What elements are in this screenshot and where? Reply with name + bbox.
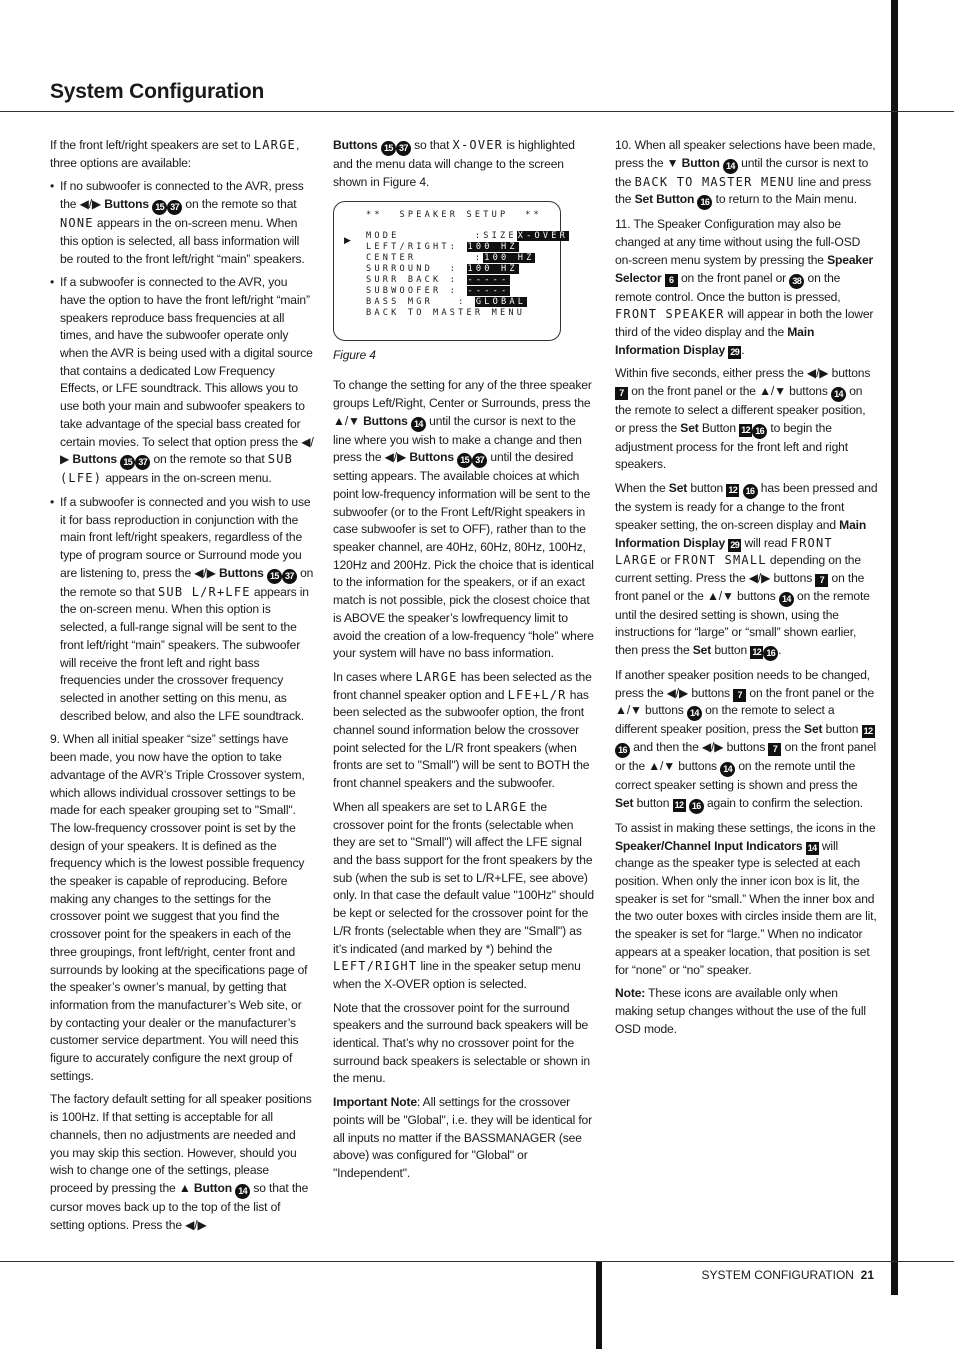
paragraph: Note: These icons are available only when making setup changes without the use of the full OSD mode. <box>615 986 866 1036</box>
bullet-item: • If a subwoofer is connected and you wish to use it for bass reproduction in conjunction with the main front left/right speakers, regardless of the type of program source or Surround mode you are listening to, press the ◀/▶ Buttons 15 37 on the remote so that SUB L/R+LFE appears in the on-screen menu. When this option is selected, a full-range signal will be sent to the front left/right “main” speakers. The subwoofer will receive the front left and right bass frequencies under the crossover frequency selected in another setting on this menu, as described below, and also the LFE soundtrack. <box>50 494 314 723</box>
column-1 <box>50 137 314 1240</box>
column-3 <box>615 137 879 1044</box>
osd-row-mode: MODE :SIZEX-OVER <box>366 231 568 242</box>
paragraph: If the front left/right speakers are set to LARGE, three options are available: <box>50 138 300 170</box>
figure-caption: Figure 4 <box>333 348 376 363</box>
osd-row-subwoofer: SUBWOOFER : ----- <box>366 286 510 297</box>
paragraph: 11. The Speaker Configuration may also be changed at any time without using the full-OSD on-screen menu system by pressing the Speaker Selector 6 on the front panel or 38 on the remote control. Once the button is pressed, FRONT SPEAKER will appear in both the lower third of the video display and the Main Information Display 29 . <box>615 217 874 357</box>
paragraph: When all speakers are set to LARGE the crossover point for the fronts (selectable when they are set to "Small") will affect the LFE signal and the bass support for the front speakers by the sub (when the sub is set to L/R+LFE, see above) only. In that case the default value "100Hz" should be kept or selected for the crossover point for the L/R fronts (selectable when they are "Small") as it’s indicated (and marked by *) behind the LEFT/RIGHT line in the speaker setup menu when the X-OVER option is selected. <box>333 799 594 991</box>
bottom-margin-bar <box>596 1261 602 1349</box>
footer-rule <box>0 1261 954 1262</box>
osd-row-surr-back: SURR BACK : ----- <box>366 275 510 286</box>
osd-speaker-setup-figure <box>333 201 568 341</box>
paragraph: To assist in making these settings, the icons in the Speaker/Channel Input Indicators 14 will change as the speaker type is selected at each position. When only the inner icon box is lit, the speaker is set for “small.” When the inner box and the two outer boxes with circles inside them are lit, the speaker is set for “large.” When no indicator appears at a speaker location, that position is set for “none” or “no” speaker. <box>615 820 877 977</box>
page-title: System Configuration <box>50 80 265 103</box>
paragraph: If another speaker position needs to be changed, press the ◀/▶ buttons 7 on the front panel or the ▲/▼ buttons 14 on the remote to select a different speaker position, press the Set button 12 16 and then the ◀/▶ buttons 7 on the front panel or the ▲/▼ buttons 14 on the remote until the correct speaker setting is shown and press the Set button 12 16 again to confirm the selection. <box>615 667 879 814</box>
osd-row-center: CENTER :100 HZ <box>366 253 535 264</box>
paragraph: Important Note: All settings for the crossover points will be "Global", i.e. they will be identical for all inputs no matter if the BASSMANAGER (see above) was configured for "Global" or "Independent". <box>333 1095 592 1180</box>
paragraph: The factory default setting for all speaker positions is 100Hz. If that setting is acceptable for all channels, then no adjustments are needed and you may skip this section. However, should you wish to change one of the settings, please proceed by pressing the ▲ Button 14 so that the cursor moves back up to the top of the list of setting options. Press the ◀/▶ <box>50 1092 312 1232</box>
paragraph: Within five seconds, either press the ◀/▶ buttons 7 on the front panel or the ▲/▼ buttons 14 on the remote to select a different speaker position, or press the Set Button 12 16 to begin the adjustment process for the front left and right speakers. <box>615 366 871 472</box>
osd-row-surround: SURROUND : 100 HZ <box>366 264 518 275</box>
paragraph: 10. When all speaker selections have been made, press the ▼ Button 14 until the cursor is next to the BACK TO MASTER MENU line and press the Set Button 16 to return to the Main menu. <box>615 137 879 210</box>
paragraph: To change the setting for any of the three speaker groups Left/Right, Center or Surrounds, press the ▲/▼ Buttons 14 until the cursor is next to the line where you wish to make a change and then press the ◀/▶ Buttons 15 37 until the desired setting appears. The available choices at which point low-frequency information will be sent to the subwoofer (or to the Front Left/Right speakers in case subwoofer is set to OFF), rather than to the speaker channel, are 40Hz, 60Hz, 80Hz, 100Hz, 120Hz and 200Hz. Pick the choice that is identical to the information for the speakers, or if an exact match is not possible, pick the closest choice that is ABOVE the speaker’s lowfrequency limit to avoid the creation of a low-frequency “hole” where your system will have no bass information. <box>333 378 594 661</box>
osd-row-left-right: LEFT/RIGHT: 100 HZ <box>366 242 518 253</box>
cursor-arrow-icon: ▶ <box>344 235 351 246</box>
right-margin-bar <box>891 0 898 1295</box>
header-rule <box>0 111 954 112</box>
osd-back-to-master: BACK TO MASTER MENU <box>366 308 526 319</box>
column-2 <box>333 137 595 1189</box>
bullet-item: • If no subwoofer is connected to the AVR, press the ◀/▶ Buttons 15 37 on the remote so that NONE appears in the on-screen menu. When this option is selected, all bass information will be routed to the front left/right “main” speakers. <box>50 179 305 266</box>
page-footer: SYSTEM CONFIGURATION 21 <box>701 1268 874 1282</box>
osd-title: ** SPEAKER SETUP ** <box>366 210 542 221</box>
paragraph: 9. When all initial speaker “size” settings have been made, you now have the option to take advantage of the AVR’s Triple Crossover system, which allows individual crossover settings to be made for each speaker grouping set to "Small". The low-frequency crossover point is set by the design of your speakers. It is defined as the frequency which is the lowest possible frequency the speaker is capable of reproducing. Before making any changes to the settings for the crossover point we suggest that you find the crossover point for the speakers in each of the three groupings, front left/right, center front and surrounds by looking at the specifications page of the speaker’s owner’s manual, by getting that information from the manufacturer’s Web site, or by contacting your dealer or the manufacturer’s customer service department. You will need this figure to accurately configure the next group of settings. <box>50 732 308 1083</box>
paragraph: Note that the crossover point for the surround speakers and the surround back speakers will be identical. That’s why no crossover point for the surround back speakers is selectable or shown in the menu. <box>333 1000 590 1086</box>
bullet-item: • If a subwoofer is connected to the AVR, you have the option to have the front left/right “main” speakers reproduce bass frequencies at all times, and have the subwoofer operate only when the AVR is being used with a digital source that contains a dedicated Low Frequency Effects, or LFE soundtrack. This allows you to use both your main and subwoofer speakers to take advantage of the special bass created for certain movies. To select that option press the ◀/▶ Buttons 15 37 on the remote so that SUB (LFE) appears in the on-screen menu. <box>50 275 314 486</box>
paragraph: When the Set button 12 16 has been pressed and the system is ready for a change to the front speaker setting, the on-screen display and Main Information Display 29 will read FRONT LARGE or FRONT SMALL depending on the current setting. Press the ◀/▶ buttons 7 on the front panel or the ▲/▼ buttons 14 on the remote until the desired setting is shown, using the instructions for “large” or “small” shown earlier, then press the Set button 12 16 . <box>615 480 879 661</box>
paragraph: In cases where LARGE has been selected as the front channel speaker option and LFE+L/R has been selected as the subwoofer option, the front channel sound information below the crossover point selected for the L/R front speakers (when fronts are set to "Small") will be sent to BOTH the front channel speakers and the subwoofer. <box>333 669 592 791</box>
osd-row-bass-mgr: BASS MGR : GLOBAL <box>366 297 527 308</box>
paragraph: Buttons 15 37 so that X-OVER is highlighted and the menu data will change to the screen shown in Figure 4. <box>333 138 575 189</box>
